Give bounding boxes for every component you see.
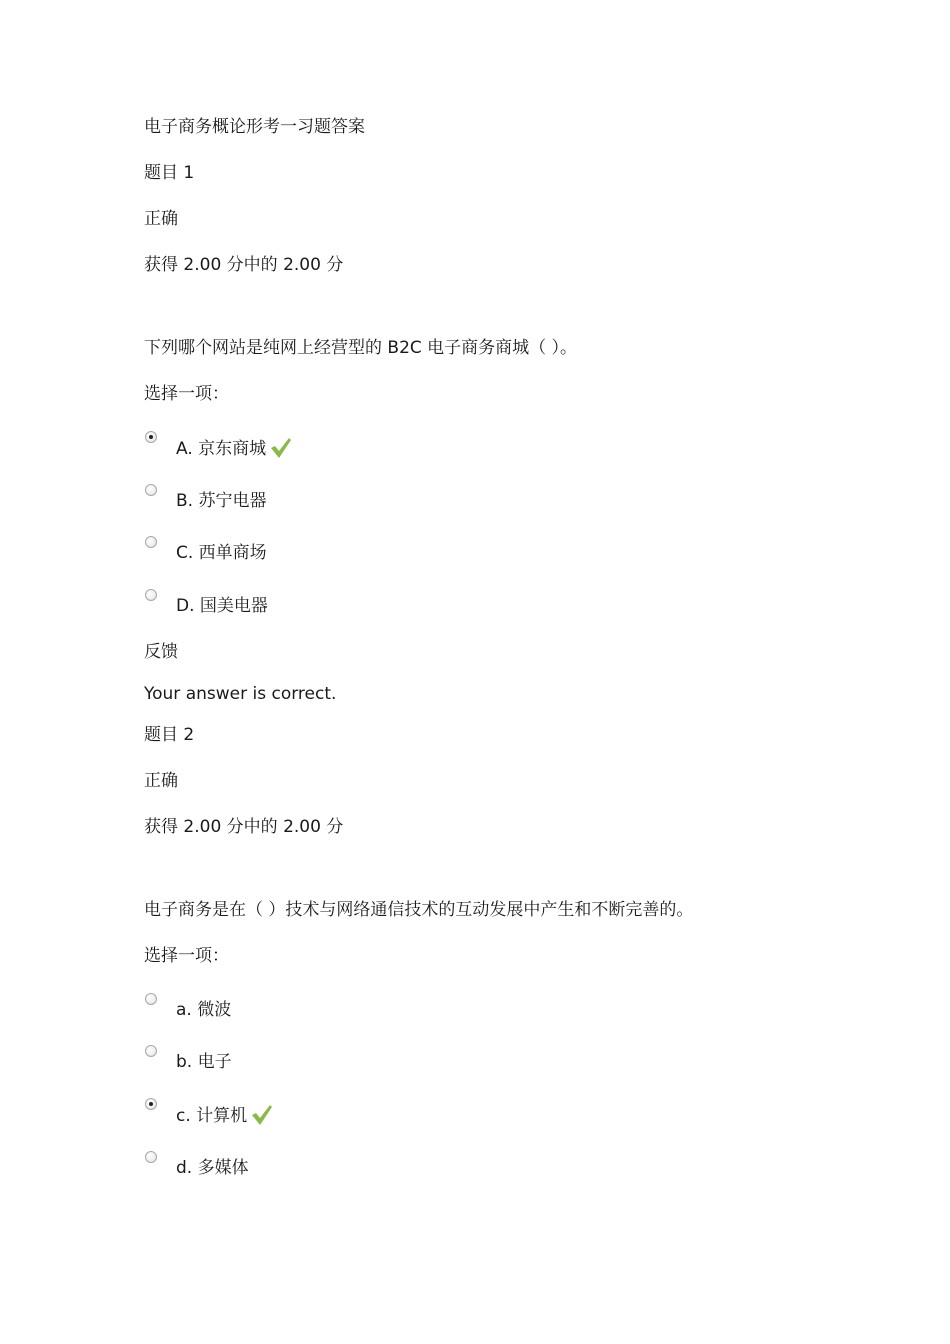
question-status: 正确 (144, 209, 178, 229)
option-label: a. 微波 (176, 1000, 232, 1020)
question-prompt: 选择一项： (144, 946, 229, 966)
feedback-heading: 反馈 (144, 642, 178, 662)
radio-button-icon[interactable] (145, 536, 157, 548)
question-grade: 获得 2.00 分中的 2.00 分 (144, 255, 344, 275)
option-label: b. 电子 (176, 1052, 232, 1072)
radio-button-icon[interactable] (145, 1151, 157, 1163)
question-text: 电子商务是在（ ）技术与网络通信技术的互动发展中产生和不断完善的。 (144, 900, 694, 920)
feedback-text: Your answer is correct. (144, 684, 337, 704)
radio-button-icon[interactable] (145, 993, 157, 1005)
check-mark-icon (270, 437, 292, 459)
question-prompt: 选择一项： (144, 384, 229, 404)
question-status: 正确 (144, 771, 178, 791)
radio-button-icon[interactable] (145, 1098, 157, 1110)
question-number: 题目 1 (144, 163, 195, 183)
option-label: C. 西单商场 (176, 543, 267, 563)
option-label: d. 多媒体 (176, 1158, 249, 1178)
document-title: 电子商务概论形考一习题答案 (144, 117, 365, 137)
option-label: c. 计算机 (176, 1104, 273, 1127)
radio-button-icon[interactable] (145, 1045, 157, 1057)
check-mark-icon (251, 1104, 273, 1126)
option-label: B. 苏宁电器 (176, 491, 267, 511)
radio-button-icon[interactable] (145, 484, 157, 496)
radio-button-icon[interactable] (145, 431, 157, 443)
option-label: D. 国美电器 (176, 596, 268, 616)
radio-button-icon[interactable] (145, 589, 157, 601)
question-text: 下列哪个网站是纯网上经营型的 B2C 电子商务商城（ ）。 (144, 338, 578, 358)
question-grade: 获得 2.00 分中的 2.00 分 (144, 817, 344, 837)
option-label: A. 京东商城 (176, 437, 292, 460)
question-number: 题目 2 (144, 725, 195, 745)
